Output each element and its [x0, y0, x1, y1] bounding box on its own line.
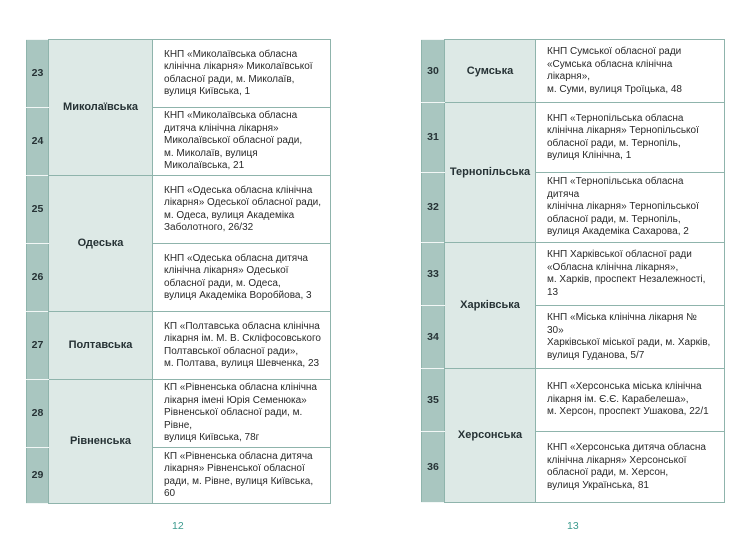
row-number: 33: [422, 243, 445, 306]
row-number: 27: [27, 312, 49, 380]
hospital-description: КНП Харківської обласної ради «Обласна клінічна лікарня», м. Харків, проспект Незалежності, 13: [536, 243, 725, 306]
table-row: [27, 312, 331, 380]
table-row: [27, 380, 331, 448]
row-number: 25: [27, 176, 49, 244]
region-name: Миколаївська: [49, 40, 153, 176]
hospital-description: КП «Рівненська обласна клінічна лікарня імені Юрія Семенюка» Рівненської обласної ради, м. Рівне, вулиця Київська, 78г: [153, 380, 331, 448]
hospital-description: КНП Сумської обласної ради «Сумська обласна клінічна лікарня», м. Суми, вулиця Троїцька, 48: [536, 40, 725, 103]
row-number: 36: [422, 432, 445, 503]
row-number: 23: [27, 40, 49, 108]
hospital-description: КНП «Миколаївська обласна клінічна лікарня» Миколаївської обласної ради, м. Миколаїв, вулиця Київська, 1: [153, 40, 331, 108]
table-row: [27, 176, 331, 244]
hospital-description: КНП «Одеська обласна клінічна лікарня» Одеської обласної ради, м. Одеса, вулиця Академіка Заболотного, 26/32: [153, 176, 331, 244]
table-row: [422, 40, 725, 103]
row-number: 35: [422, 369, 445, 432]
page-number-left: 12: [172, 520, 184, 532]
table-row: [422, 369, 725, 432]
row-number: 29: [27, 448, 49, 504]
row-number: 24: [27, 108, 49, 176]
left-page-table: [26, 39, 331, 504]
region-name: Херсонська: [445, 369, 536, 503]
hospital-description: КНП «Одеська обласна дитяча клінічна лікарня» Одеської обласної ради, м. Одеса, вулиця Академіка Воробйова, 3: [153, 244, 331, 312]
hospital-description: КНП «Міська клінічна лікарня № 30» Харківської міської ради, м. Харків, вулиця Гуданова, 5/7: [536, 306, 725, 369]
hospital-description: КНП «Тернопільська обласна клінічна лікарня» Тернопільської обласної ради, м. Тернопіль, вулиця Клінічна, 1: [536, 103, 725, 173]
table-row: [422, 103, 725, 173]
region-name: Рівненська: [49, 380, 153, 504]
row-number: 34: [422, 306, 445, 369]
hospital-description: КП «Рівненська обласна дитяча лікарня» Рівненської обласної ради, м. Рівне, вулиця Київська, 60: [153, 448, 331, 504]
table-row: [422, 243, 725, 306]
region-name: Тернопільська: [445, 103, 536, 243]
region-name: Сумська: [445, 40, 536, 103]
hospital-description: КНП «Херсонська міська клінічна лікарня ім. Є.Є. Карабелеша», м. Херсон, проспект Ушакова, 22/1: [536, 369, 725, 432]
hospital-description: КНП «Тернопільська обласна дитяча клінічна лікарня» Тернопільської обласної ради, м. Тернопіль, вулиця Академіка Сахарова, 2: [536, 173, 725, 243]
hospital-description: КНП «Херсонська дитяча обласна клінічна лікарня» Херсонської обласної ради, м. Херсон, вулиця Українська, 81: [536, 432, 725, 503]
right-page-table: [421, 39, 725, 503]
page-number-right: 13: [567, 520, 579, 532]
region-name: Полтавська: [49, 312, 153, 380]
region-name: Одеська: [49, 176, 153, 312]
region-name: Харківська: [445, 243, 536, 369]
hospital-description: КП «Полтавська обласна клінічна лікарня ім. М. В. Скліфосовського Полтавської обласної ради», м. Полтава, вулиця Шевченка, 23: [153, 312, 331, 380]
row-number: 31: [422, 103, 445, 173]
row-number: 30: [422, 40, 445, 103]
row-number: 28: [27, 380, 49, 448]
row-number: 26: [27, 244, 49, 312]
table-row: [27, 40, 331, 108]
row-number: 32: [422, 173, 445, 243]
hospital-description: КНП «Миколаївська обласна дитяча клінічна лікарня» Миколаївської обласної ради, м. Миколаїв, вулиця Миколаївська, 21: [153, 108, 331, 176]
